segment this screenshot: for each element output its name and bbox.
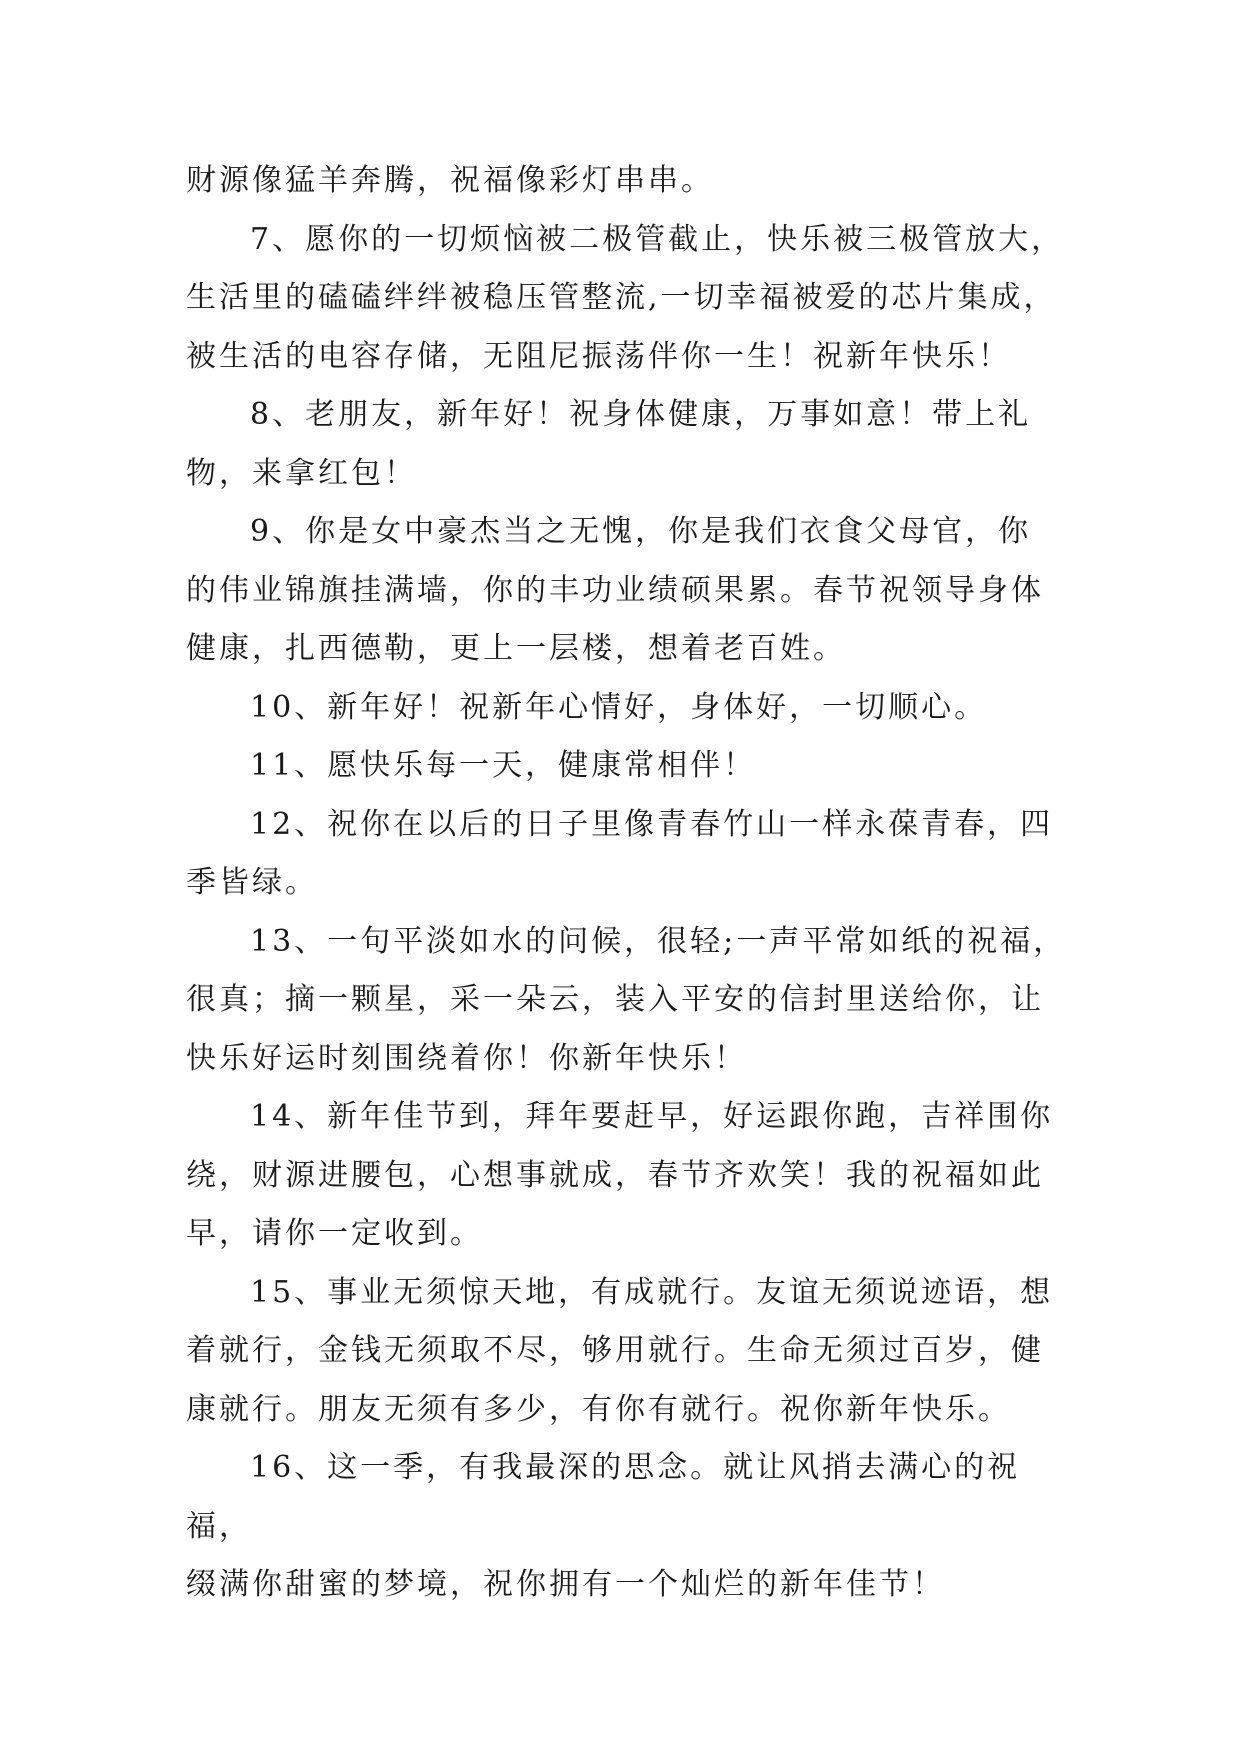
paragraph-1 [186, 152, 1086, 211]
document-body [186, 152, 1086, 1615]
paragraph-line: 16、这一季，有我最深的思念。就让风捎去满心的祝福， [186, 1450, 1021, 1544]
paragraph-line: 被生活的电容存储，无阻尼振荡伴你一生！祝新年快乐！ [186, 338, 1011, 374]
paragraph-line: 财源像猛羊奔腾，祝福像彩灯串串。 [186, 163, 714, 198]
paragraph-line: 11、愿快乐每一天，健康常相伴！ [250, 748, 757, 783]
paragraph-6 [186, 737, 1086, 796]
paragraph-10 [186, 1264, 1086, 1440]
paragraph-line: 康就行。朋友无须有多少，有你有就行。祝你新年快乐。 [186, 1391, 1011, 1427]
paragraph-line: 很真；摘一颗星，采一朵云，装入平安的信封里送给你，让 [186, 982, 1044, 1017]
paragraph-line: 10、新年好！祝新年心情好，身体好，一切顺心。 [250, 689, 988, 725]
paragraph-4 [186, 503, 1086, 679]
paragraph-line: 缀满你甜蜜的梦境，祝你拥有一个灿烂的新年佳节！ [186, 1567, 945, 1602]
paragraph-5 [186, 679, 1086, 738]
paragraph-line: 绕，财源进腰包，心想事就成，春节齐欢笑！我的祝福如此 [186, 1157, 1044, 1193]
paragraph-line: 8、老朋友，新年好！祝身体健康，万事如意！带上礼 [250, 397, 1032, 432]
paragraph-line: 12、祝你在以后的日子里像青春竹山一样永葆青春，四 [250, 806, 1054, 842]
paragraph-9 [186, 1088, 1086, 1264]
paragraph-line: 快乐好运时刻围绕着你！你新年快乐！ [186, 1040, 747, 1076]
paragraph-line: 的伟业锦旗挂满墙，你的丰功业绩硕果累。春节祝领导身体 [186, 572, 1044, 608]
paragraph-line: 物，来拿红包！ [186, 455, 417, 491]
paragraph-8 [186, 913, 1086, 1089]
paragraph-line: 14、新年佳节到，拜年要赶早，好运跟你跑，吉祥围你 [250, 1099, 1054, 1134]
paragraph-line: 7、愿你的一切烦恼被二极管截止，快乐被三极管放大， [250, 221, 1065, 257]
paragraph-line: 着就行，金钱无须取不尽，够用就行。生命无须过百岁，健 [186, 1333, 1044, 1368]
paragraph-line: 季皆绿。 [186, 865, 318, 900]
paragraph-2 [186, 211, 1086, 387]
paragraph-line: 生活里的磕磕绊绊被稳压管整流,一切幸福被爱的芯片集成， [186, 280, 1057, 315]
paragraph-7 [186, 796, 1086, 913]
paragraph-line: 13、一句平淡如水的问候，很轻;一声平常如纸的祝福， [250, 923, 1067, 959]
paragraph-3 [186, 386, 1086, 503]
paragraph-11 [186, 1439, 1086, 1615]
paragraph-line: 15、事业无须惊天地，有成就行。友谊无须说迹语，想 [250, 1274, 1054, 1310]
paragraph-line: 早，请你一定收到。 [186, 1216, 483, 1251]
paragraph-line: 健康，扎西德勒，更上一层楼，想着老百姓。 [186, 631, 846, 666]
paragraph-line: 9、你是女中豪杰当之无愧，你是我们衣食父母官，你 [250, 514, 1032, 549]
